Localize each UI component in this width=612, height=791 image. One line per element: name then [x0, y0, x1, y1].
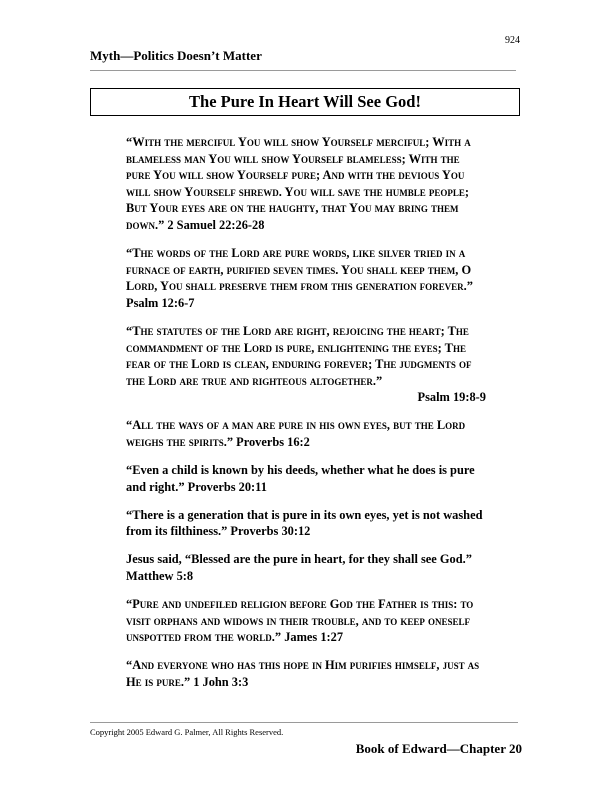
verse-item — [126, 596, 486, 646]
running-header-title: Myth—Politics Doesn’t Matter — [90, 48, 262, 63]
verse-item — [126, 417, 486, 450]
verse-list — [126, 134, 486, 702]
verse-reference: James 1:27 — [284, 630, 344, 645]
footer-rule — [90, 722, 518, 723]
verse-reference: Psalm 19:8-9 — [417, 390, 486, 405]
verse-text: “The statutes of the Lord are right, rejoicing the heart; The commandment of the Lord is pure, enlightening the eyes; The fear of the Lord is clean, enduring forever; The judgments of the Lord are true and righteous altogether.” — [126, 323, 472, 388]
verse-item — [126, 462, 486, 495]
footer-chapter-title: Book of Edward—Chapter 20 — [355, 741, 522, 756]
verse-text: “With the merciful You will show Yourself merciful; With a blameless man You will show Yourself blameless; With the pure You will show Yourself pure; And with the devious You will show Yourself shrewd. You will save the humble people; But Your eyes are on the haughty, that You may bring them down.” — [126, 135, 471, 232]
verse-text: Jesus said, “Blessed are the pure in heart, for they shall see God.” — [126, 552, 472, 567]
verse-reference: 1 John 3:3 — [193, 675, 249, 690]
verse-text: “And everyone who has this hope in Him purifies himself, just as He is pure.” — [126, 658, 480, 690]
verse-reference: Proverbs 16:2 — [236, 435, 310, 449]
verse-reference: 2 Samuel 22:26-28 — [167, 217, 265, 232]
page-title-box — [90, 88, 520, 116]
verse-text: “Even a child is known by his deeds, whether what he does is pure and right.” — [126, 463, 475, 494]
verse-text: “The words of the Lord are pure words, like silver tried in a furnace of earth, purified seven times. You shall keep them, O Lord, You shall preserve them from this generation forever.” — [126, 246, 473, 294]
verse-reference: Matthew 5:8 — [126, 569, 194, 584]
verse-reference: Proverbs 20:11 — [187, 479, 267, 494]
verse-text: “All the ways of a man are pure in his own eyes, but the Lord weighs the spirits.” — [126, 418, 466, 449]
verse-item — [126, 245, 486, 311]
verse-reference: Proverbs 30:12 — [230, 524, 311, 539]
copyright-notice: Copyright 2005 Edward G. Palmer, All Rights Reserved. — [90, 727, 284, 737]
verse-text: “Pure and undefiled religion before God the Father is this: to visit orphans and widows in their trouble, and to keep oneself unspotted from the world.” — [126, 597, 474, 645]
page-title: The Pure In Heart Will See God! — [189, 92, 421, 111]
verse-reference: Psalm 12:6-7 — [126, 295, 195, 310]
verse-item — [126, 323, 486, 406]
header-rule — [90, 70, 516, 71]
verse-item — [126, 134, 486, 234]
page-number: 924 — [505, 35, 520, 46]
verse-item — [126, 551, 486, 584]
verse-text: “There is a generation that is pure in its own eyes, yet is not washed from its filthiness.” — [126, 507, 483, 539]
verse-item — [126, 507, 486, 540]
verse-item — [126, 657, 486, 690]
